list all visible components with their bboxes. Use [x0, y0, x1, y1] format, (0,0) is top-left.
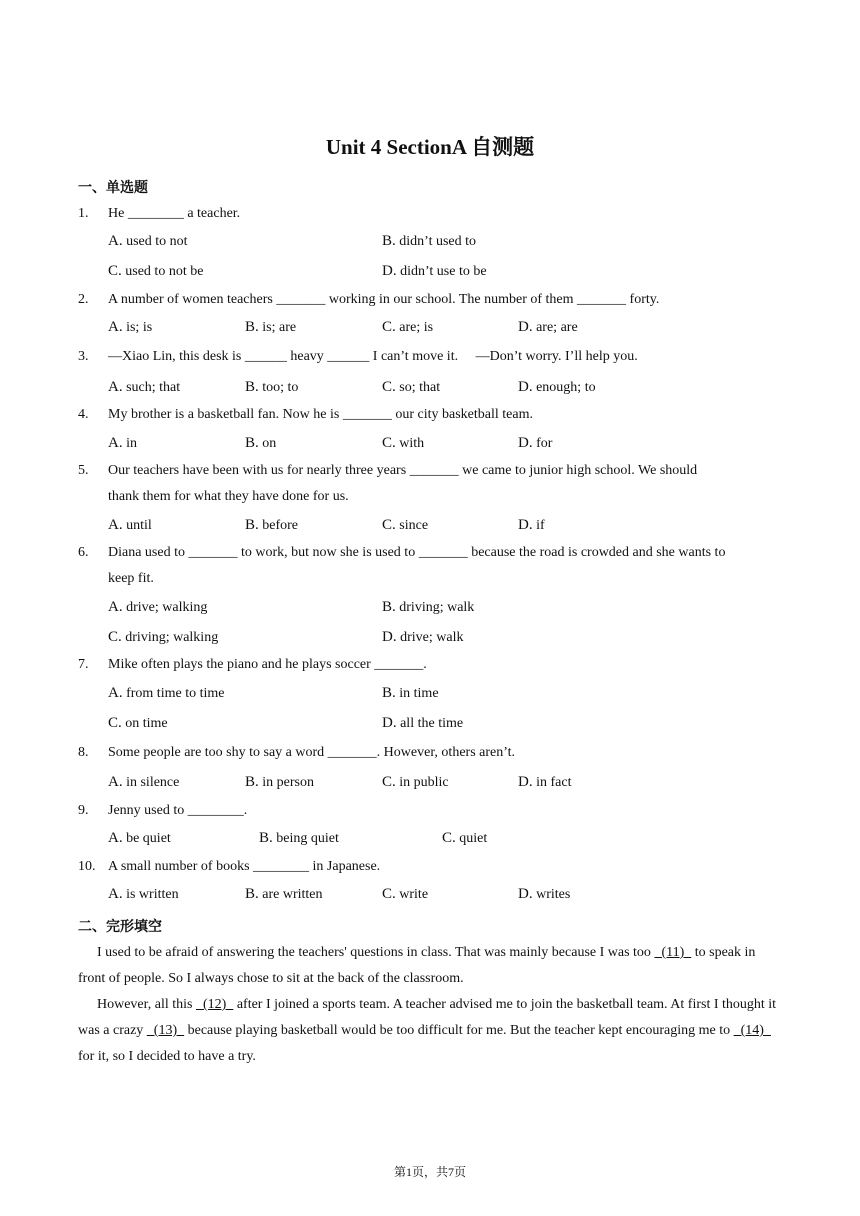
option-a[interactable]: A. is written — [108, 886, 179, 902]
option-c[interactable]: C. with — [382, 435, 425, 451]
question-number: 6. — [78, 545, 89, 560]
question-number: 7. — [78, 657, 89, 672]
option-b[interactable]: B. being quiet — [259, 830, 339, 846]
option-d[interactable]: D. if — [518, 517, 545, 533]
option-b[interactable]: B. driving; walk — [382, 599, 475, 615]
option-b[interactable]: B. in time — [382, 685, 439, 701]
option-a[interactable]: A. used to not — [108, 233, 188, 249]
option-a[interactable]: A. such; that — [108, 379, 181, 395]
option-a[interactable]: A. in silence — [108, 774, 180, 790]
option-c[interactable]: C. in public — [382, 774, 449, 790]
question-text: A number of women teachers _______ working in our school. The number of them _______ forty. — [108, 292, 660, 307]
option-d[interactable]: D. for — [518, 435, 553, 451]
option-d[interactable]: D. enough; to — [518, 379, 596, 395]
option-a[interactable]: A. be quiet — [108, 830, 171, 846]
question-text: Our teachers have been with us for nearly three years _______ we came to junior high school. We should — [108, 463, 698, 478]
option-b[interactable]: B. before — [245, 517, 299, 533]
option-a[interactable]: A. in — [108, 435, 137, 451]
option-a[interactable]: A. from time to time — [108, 685, 225, 701]
option-a[interactable]: A. until — [108, 517, 152, 533]
page-footer: 第1页，共7页 — [393, 1165, 466, 1179]
section-heading-multiple-choice: 一、单选题 — [78, 180, 148, 196]
option-c[interactable]: C. so; that — [382, 379, 441, 395]
question-text: —Xiao Lin, this desk is ______ heavy ______ I can’t move it. —Don’t worry. I’ll help you. — [108, 349, 638, 364]
cloze-blank-12[interactable]: (12) — [195, 997, 234, 1012]
cloze-blank-13[interactable]: (13) — [146, 1023, 185, 1038]
cloze-blank-14[interactable]: (14) — [733, 1023, 771, 1038]
option-b[interactable]: B. is; are — [245, 319, 297, 335]
cloze-paragraph: However, all this (12) after I joined a sports team. A teacher advised me to join the basketball team. At first I thought it was a crazy (13) because playing basketball would be too difficult for me. But the teacher kept encouraging me to (14) for it, so I decided to have a try. — [78, 997, 777, 1064]
option-d[interactable]: D. all the time — [382, 715, 464, 731]
option-d[interactable]: D. didn’t use to be — [382, 263, 487, 279]
option-c[interactable]: C. since — [382, 517, 429, 533]
question-text: Jenny used to ________. — [108, 803, 248, 818]
option-b[interactable]: B. too; to — [245, 379, 299, 395]
question-text: He ________ a teacher. — [108, 206, 241, 221]
question-number: 8. — [78, 745, 89, 760]
question-text: My brother is a basketball fan. Now he is _______ our city basketball team. — [108, 407, 533, 422]
question-text: Diana used to _______ to work, but now she is used to _______ because the road is crowded and she wants to — [108, 545, 726, 560]
option-b[interactable]: B. in person — [245, 774, 314, 790]
option-a[interactable]: A. is; is — [108, 319, 153, 335]
page-title: Unit 4 SectionA 自测题 — [325, 135, 535, 159]
option-c[interactable]: C. used to not be — [108, 263, 204, 279]
question-number: 10. — [78, 859, 96, 874]
option-d[interactable]: D. writes — [518, 886, 571, 902]
option-d[interactable]: D. are; are — [518, 319, 578, 335]
cloze-blank-11[interactable]: (11) — [654, 945, 692, 960]
option-c[interactable]: C. write — [382, 886, 429, 902]
question-number: 2. — [78, 292, 89, 307]
question-text: Some people are too shy to say a word _______. However, others aren’t. — [108, 745, 516, 760]
question-text-continued: keep fit. — [108, 571, 154, 586]
option-b[interactable]: B. are written — [245, 886, 323, 902]
cloze-paragraph: I used to be afraid of answering the teachers' questions in class. That was mainly because I was too (11) to speak in front of people. So I always chose to sit at the back of the classroom. — [78, 945, 756, 986]
option-b[interactable]: B. on — [245, 435, 277, 451]
question-text: A small number of books ________ in Japanese. — [108, 859, 381, 874]
option-a[interactable]: A. drive; walking — [108, 599, 208, 615]
question-number: 3. — [78, 349, 89, 364]
option-d[interactable]: D. drive; walk — [382, 629, 464, 645]
option-c[interactable]: C. on time — [108, 715, 168, 731]
question-number: 4. — [78, 407, 89, 422]
question-number: 1. — [78, 206, 89, 221]
question-number: 9. — [78, 803, 89, 818]
option-d[interactable]: D. in fact — [518, 774, 572, 790]
question-text: Mike often plays the piano and he plays soccer _______. — [108, 657, 427, 672]
question-number: 5. — [78, 463, 89, 478]
question-text-continued: thank them for what they have done for us. — [108, 489, 349, 504]
section-heading-cloze: 二、完形填空 — [78, 919, 162, 935]
option-c[interactable]: C. are; is — [382, 319, 434, 335]
option-c[interactable]: C. driving; walking — [108, 629, 219, 645]
option-b[interactable]: B. didn’t used to — [382, 233, 477, 249]
option-c[interactable]: C. quiet — [442, 830, 488, 846]
